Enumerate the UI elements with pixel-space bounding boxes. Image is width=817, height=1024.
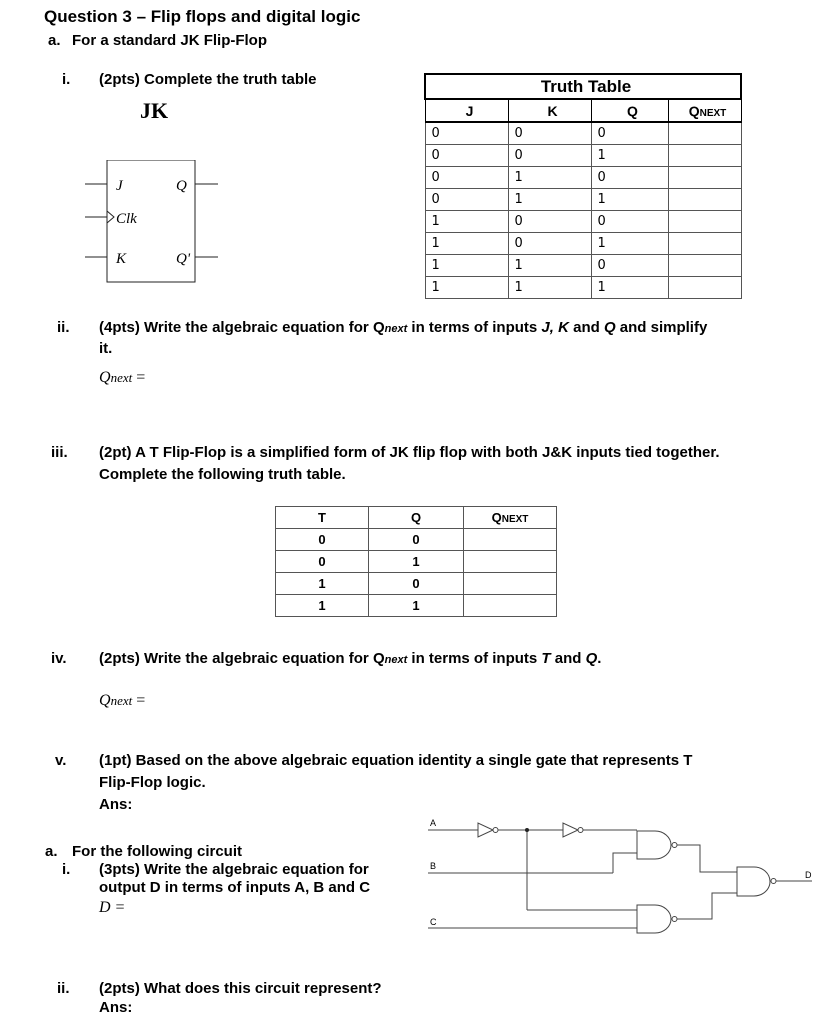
qb1-line1: (3pts) Write the algebraic equation for xyxy=(99,861,369,878)
table-cell: 1 xyxy=(508,167,591,189)
table-cell: 0 xyxy=(425,167,508,189)
table-cell: 1 xyxy=(591,277,668,299)
qnext-sub: NEXT xyxy=(501,514,529,525)
table-cell: 0 xyxy=(276,551,369,573)
q2-equation xyxy=(99,369,145,387)
qb1-equation: D = xyxy=(99,899,126,916)
q2-text xyxy=(99,319,707,338)
qnext-input-cell[interactable] xyxy=(668,189,741,211)
q4-text-post: in terms of inputs xyxy=(407,650,542,667)
table-cell: 0 xyxy=(425,145,508,167)
qnext-sub: NEXT xyxy=(699,107,727,119)
q4-and: and xyxy=(550,650,586,667)
table-cell: 1 xyxy=(425,211,508,233)
jk-flipflop-symbol xyxy=(80,160,240,300)
table-cell: 1 xyxy=(425,277,508,299)
table-cell: 1 xyxy=(508,255,591,277)
qnext-main: Q xyxy=(491,510,502,525)
part-b-text: For the following circuit xyxy=(72,843,242,860)
table-cell: 0 xyxy=(591,211,668,233)
qnext-input-cell[interactable] xyxy=(464,551,557,573)
header-qnext xyxy=(464,507,557,529)
logic-circuit xyxy=(400,815,817,940)
table-cell: 1 xyxy=(591,233,668,255)
jk-symbol-title: JK xyxy=(140,98,169,123)
table-row xyxy=(276,529,557,551)
table-cell: 0 xyxy=(591,122,668,145)
qb2-text: (2pts) What does this circuit represent? xyxy=(99,980,382,997)
table-row xyxy=(276,595,557,617)
table-cell: 1 xyxy=(369,595,464,617)
q2-next: next xyxy=(384,323,408,335)
eq-q: Q xyxy=(99,369,111,386)
q3-line1: (2pt) A T Flip-Flop is a simplified form of JK flip flop with both J&K inputs tied together. xyxy=(99,444,720,461)
t-truth-table xyxy=(275,506,557,617)
q5-answer-label: Ans: xyxy=(99,796,133,813)
q2-var2: Q xyxy=(603,319,616,336)
qnext-input-cell[interactable] xyxy=(668,145,741,167)
jk-truth-table xyxy=(424,73,742,299)
table-row xyxy=(425,145,741,167)
header-qnext xyxy=(668,99,741,122)
qnext-input-cell[interactable] xyxy=(668,255,741,277)
table-cell: 0 xyxy=(508,211,591,233)
q2-vars: J, K xyxy=(541,319,569,336)
table-cell: 0 xyxy=(425,189,508,211)
table-cell: 0 xyxy=(508,122,591,145)
question-title: Question 3 – Flip flops and digital logic xyxy=(44,7,361,26)
table-cell: 0 xyxy=(276,529,369,551)
q2-text-end: and simplify xyxy=(615,319,708,336)
qb2-answer-label: Ans: xyxy=(99,999,133,1016)
eq-next: next xyxy=(110,370,133,385)
pin-qbar-label: Q' xyxy=(176,251,191,267)
q4-number: iv. xyxy=(51,650,67,667)
q4-var2: Q xyxy=(585,650,598,667)
table-cell: 1 xyxy=(508,277,591,299)
header-q: Q xyxy=(369,507,464,529)
qb1-line2: output D in terms of inputs A, B and C xyxy=(99,879,371,896)
table-cell: 1 xyxy=(591,145,668,167)
header-k: K xyxy=(508,99,591,122)
table-cell: 0 xyxy=(369,573,464,595)
part-b-marker: a. xyxy=(45,843,58,860)
eq-sign: = xyxy=(132,692,146,709)
table-cell: 0 xyxy=(369,529,464,551)
table-cell: 0 xyxy=(591,167,668,189)
part-a-marker: a. xyxy=(48,32,61,49)
table-row xyxy=(276,573,557,595)
table-cell: 0 xyxy=(508,145,591,167)
table-cell: 0 xyxy=(425,122,508,145)
q1-text: (2pts) Complete the truth table xyxy=(99,71,317,88)
table-cell: 1 xyxy=(276,595,369,617)
table-row xyxy=(425,167,741,189)
qnext-input-cell[interactable] xyxy=(464,573,557,595)
table-cell: 1 xyxy=(276,573,369,595)
qnext-input-cell[interactable] xyxy=(668,211,741,233)
header-t: T xyxy=(276,507,369,529)
part-a-text: For a standard JK Flip-Flop xyxy=(72,32,268,49)
table-cell: 1 xyxy=(508,189,591,211)
pin-j-label: J xyxy=(116,178,123,194)
qnext-input-cell[interactable] xyxy=(668,122,741,145)
q4-end: . xyxy=(597,650,602,667)
junction-dot xyxy=(525,828,529,832)
pin-clk-label: Clk xyxy=(116,211,137,227)
table-cell: 0 xyxy=(591,255,668,277)
q5-line2: Flip-Flop logic. xyxy=(99,774,206,791)
q2-number: ii. xyxy=(57,319,70,336)
pin-k-label: K xyxy=(116,251,127,267)
table-cell: 1 xyxy=(425,255,508,277)
table-row xyxy=(425,233,741,255)
output-d-label: D xyxy=(805,870,812,880)
q4-q: Q xyxy=(372,650,385,667)
qnext-input-cell[interactable] xyxy=(668,277,741,299)
eq-next: next xyxy=(110,693,133,708)
table-row xyxy=(425,122,741,145)
header-j: J xyxy=(425,99,508,122)
q4-equation xyxy=(99,692,145,710)
table-cell: 0 xyxy=(508,233,591,255)
q2-q: Q xyxy=(372,319,385,336)
table-row xyxy=(276,551,557,573)
q4-text-pre: (2pts) Write the algebraic equation for xyxy=(99,650,373,667)
qnext-input-cell[interactable] xyxy=(464,595,557,617)
table-cell: 1 xyxy=(591,189,668,211)
table-cell: 1 xyxy=(369,551,464,573)
q4-text xyxy=(99,650,601,669)
table-row xyxy=(425,189,741,211)
table-title: Truth Table xyxy=(425,74,741,99)
qb2-number: ii. xyxy=(57,980,70,997)
input-b-label: B xyxy=(430,861,437,871)
eq-sign: = xyxy=(132,369,146,386)
q4-next: next xyxy=(384,654,408,666)
q1-number: i. xyxy=(62,71,71,88)
pin-q-label: Q xyxy=(176,178,187,194)
input-a-label: A xyxy=(430,818,437,828)
q2-text-line2: it. xyxy=(99,340,113,357)
q3-line2: Complete the following truth table. xyxy=(99,466,346,483)
eq-q: Q xyxy=(99,692,111,709)
qnext-input-cell[interactable] xyxy=(464,529,557,551)
q4-vars: T xyxy=(541,650,551,667)
table-cell: 1 xyxy=(425,233,508,255)
qnext-input-cell[interactable] xyxy=(668,233,741,255)
header-q: Q xyxy=(591,99,668,122)
q2-text-pre: (4pts) Write the algebraic equation for xyxy=(99,319,373,336)
input-c-label: C xyxy=(430,917,437,927)
q2-text-post: in terms of inputs xyxy=(407,319,542,336)
q5-number: v. xyxy=(55,752,67,769)
qnext-input-cell[interactable] xyxy=(668,167,741,189)
table-row xyxy=(425,277,741,299)
q2-and: and xyxy=(568,319,604,336)
table-row xyxy=(425,211,741,233)
qb1-number: i. xyxy=(62,861,71,878)
qnext-main: Q xyxy=(688,102,700,119)
table-row xyxy=(425,255,741,277)
q3-number: iii. xyxy=(51,444,68,461)
q5-line1: (1pt) Based on the above algebraic equation identity a single gate that represents T xyxy=(99,752,693,769)
